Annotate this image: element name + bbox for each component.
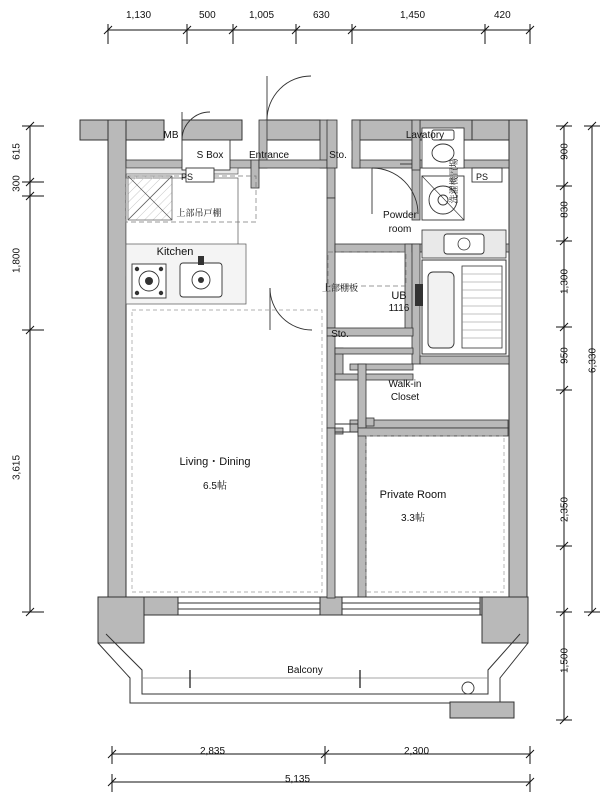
label-upper-shelf: 上部棚板: [321, 283, 358, 293]
right-dimension-lines: [540, 0, 614, 800]
dim-left-4: 3,615: [11, 454, 23, 481]
dim-left-1: 615: [11, 143, 23, 160]
label-entrance: Entrance: [248, 150, 290, 161]
label-lavatory: Lavatory: [405, 130, 445, 141]
dim-right-3: 1,300: [559, 268, 571, 295]
label-wic-2: Closet: [390, 392, 420, 403]
dim-right-4: 950: [559, 347, 571, 364]
dim-right-6: 1,500: [559, 647, 571, 674]
label-ps-right: PS: [475, 172, 488, 182]
dim-bottom-total: 5,135: [285, 774, 311, 785]
label-private-room: Private Room: [379, 489, 447, 501]
dim-right-2: 830: [559, 201, 571, 218]
label-sto-hall: Sto.: [331, 329, 349, 340]
dim-right-1: 900: [559, 143, 571, 160]
label-ps-left: PS: [180, 172, 193, 182]
label-washer-space: 洗濯機置場: [449, 158, 459, 204]
dim-top-1: 1,130: [126, 10, 152, 21]
label-living-dining-area: 6.5帖: [203, 481, 227, 492]
dim-right-total: 6,330: [587, 347, 599, 374]
label-upper-cabinet-kitchen: 上部吊戸棚: [176, 208, 222, 218]
left-dimension-lines: [0, 0, 60, 800]
label-s-box: S Box: [196, 150, 224, 161]
label-private-room-area: 3.3帖: [401, 513, 425, 524]
label-ub: UB: [391, 290, 407, 302]
dim-top-2: 500: [199, 10, 216, 21]
top-dimension-lines: [0, 0, 614, 48]
bottom-dimension-lines: [0, 736, 614, 800]
label-powder-room-2: room: [388, 224, 412, 235]
dim-top-6: 420: [494, 10, 511, 21]
label-powder-room-1: Powder: [383, 210, 417, 221]
label-wic-1: Walk-in: [388, 379, 422, 390]
plan-drawing: [70, 48, 540, 738]
label-sto-entry: Sto.: [329, 150, 347, 161]
dim-bottom-1: 2,835: [200, 746, 226, 757]
dim-bottom-2: 2,300: [404, 746, 430, 757]
label-living-dining: Living・Dining: [179, 456, 251, 468]
dim-left-2: 300: [11, 175, 23, 192]
label-kitchen: Kitchen: [156, 246, 194, 258]
dim-top-5: 1,450: [400, 10, 426, 21]
label-mb: MB: [163, 130, 179, 141]
dim-top-4: 630: [313, 10, 330, 21]
dim-right-5: 2,350: [559, 496, 571, 523]
label-ub-size: 1116: [388, 303, 410, 314]
dim-left-3: 1,800: [11, 247, 23, 274]
dim-top-3: 1,005: [249, 10, 275, 21]
label-balcony: Balcony: [287, 665, 323, 676]
